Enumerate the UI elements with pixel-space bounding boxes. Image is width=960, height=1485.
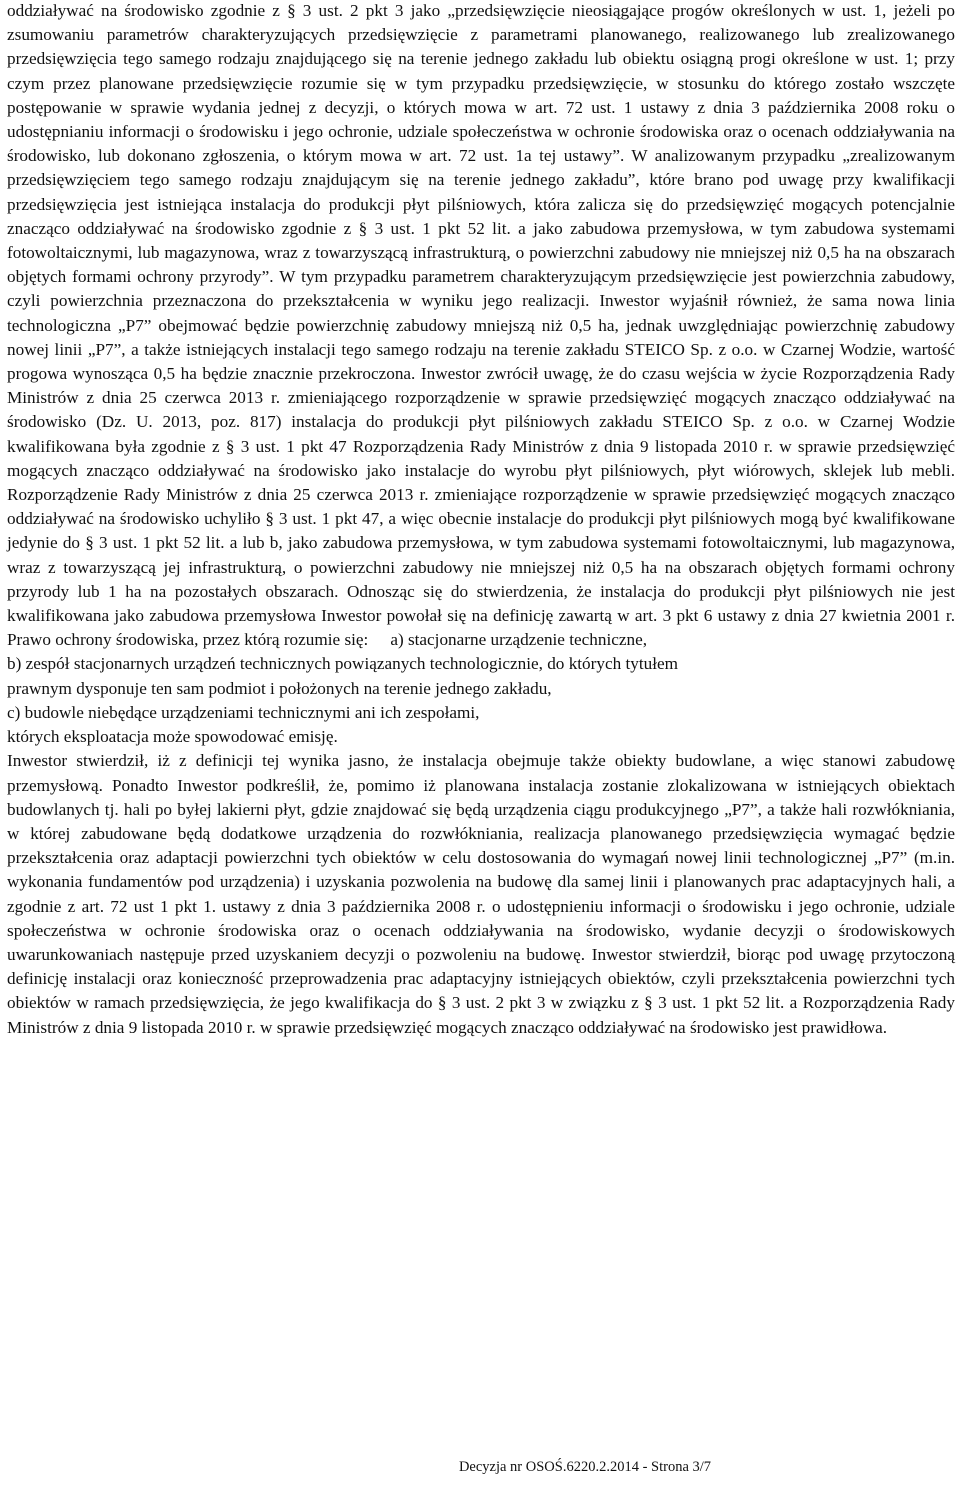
list-item-c-line-2: których eksploatacja może spowodować emisję. <box>7 727 338 747</box>
list-item-b-line-2: prawnym dysponuje ten sam podmiot i położonych na terenie jednego zakładu, <box>7 678 552 698</box>
body-paragraph <box>7 0 955 652</box>
body-paragraph-text: oddziaływać na środowisko zgodnie z § 3 ust. 2 pkt 3 jako „przedsięwzięcie nieosiągające progów określonych w ust. 1, jeżeli po zsumowaniu parametrów charakteryzujących przedsięwzięcie z parametrami planowanego, realizowanego lub zrealizowanego przedsięwzięcia tego samego rodzaju znajdującego się na terenie jednego zakładu lub obiektu osiągną progi określone w ust. 1; przy czym przez planowane przedsięwzięcie rozumie się w tym przypadku przedsięwzięcie, w stosunku do którego zostało wszczęte postępowanie w sprawie wydania jednej z decyzji, o których mowa w art. 72 ust. 1 ustawy z dnia 3 października 2008 roku o udostępnianiu informacji o środowisku i jego ochronie, udziale społeczeństwa w ochronie środowiska oraz o ocenach oddziaływania na środowisko, lub dokonano zgłoszenia, o którym mowa w art. 72 ust. 1a tej ustawy”. W analizowanym przypadku „zrealizowanym przedsięwzięciem tego samego rodzaju znajdującym się na terenie jednego zakładu”, które brano pod uwagę przy kwalifikacji przedsięwzięcia jest istniejąca instalacja do produkcji płyt pilśniowych, która zalicza się do przedsięwzięć mogących potencjalnie znacząco oddziaływać na środowisko zgodnie z § 3 ust. 1 pkt 52 lit. a jako zabudowa przemysłowa, w tym zabudowa systemami fotowoltaicznymi, lub magazynowa, wraz z towarzyszącą infrastrukturą, o powierzchni zabudowy nie mniejszej niż 0,5 ha na obszarach objętych formami ochrony przyrody”. W tym przypadku parametrem charakteryzującym przedsięwzięcie jest powierzchnia zabudowy, czyli powierzchnia przeznaczona do przekształcenia w wyniku jego realizacji. Inwestor wyjaśnił również, że sama nowa linia technologiczna „P7” obejmować będzie powierzchnię zabudowy mniejszą niż 0,5 ha, jednak uwzględniając powierzchnię zabudowy nowej linii „P7”, a także istniejących instalacji tego samego rodzaju na terenie zakładu STEICO Sp. z o.o. w Czarnej Wodzie, wartość progowa wynosząca 0,5 ha będzie znacznie przekroczona. Inwestor zwrócił uwagę, że do czasu wejścia w życie Rozporządzenia Rady Ministrów z dnia 25 czerwca 2013 r. zmieniającego rozporządzenie w sprawie przedsięwzięć mogących znacząco oddziaływać na środowisko (Dz. U. 2013, poz. 817) instalacja do produkcji płyt pilśniowych zakładu STEICO Sp. z o.o. w Czarnej Wodzie kwalifikowana była zgodnie z § 3 ust. 1 pkt 47 Rozporządzenia Rady Ministrów z dnia 9 listopada 2010 r. w sprawie przedsięwzięć mogących znacząco oddziaływać na środowisko jako instalacje do wyrobu płyt pilśniowych, płyt wiórowych, sklejek lub mebli. Rozporządzenie Rady Ministrów z dnia 25 czerwca 2013 r. zmieniające rozporządzenie w sprawie przedsięwzięć mogących znacząco oddziaływać na środowisko uchyliło § 3 ust. 1 pkt 47, a więc obecnie instalacje do produkcji płyt pilśniowych mogą być kwalifikowane jedynie do § 3 ust. 1 pkt 52 lit. a lub b, jako zabudowa przemysłowa, w tym zabudowa systemami fotowoltaicznymi, lub magazynowa, wraz z towarzyszącą jej infrastrukturą, o powierzchni zabudowy nie mniejszej niż 0,5 ha na obszarach objętych formami ochrony przyrody lub 1 ha na pozostałych obszarach. Odnosząc się do stwierdzenia, że instalacja do produkcji płyt pilśniowych nie jest kwalifikowana jako zabudowa przemysłowa Inwestor powołał się na definicję zawartą w art. 3 pkt 6 ustawy z dnia 27 kwietnia 2001 r. Prawo ochrony środowiska, przez którą rozumie się: <box>7 1 955 650</box>
page-footer: Decyzja nr OSOŚ.6220.2.2014 - Strona 3/7 <box>458 1459 712 1475</box>
document-body <box>7 0 955 1040</box>
closing-paragraph: Inwestor stwierdził, iż z definicji tej wynika jasno, że instalacja obejmuje także obiekty budowlane, a więc stanowi zabudowę przemysłową. Ponadto Inwestor podkreślił, że, pomimo iż planowana instalacja zostanie zlokalizowana w istniejących obiektach budowlanych tj. hali po byłej lakierni płyt, gdzie znajdować się będą urządzenia ciągu produkcyjnego „P7”, a także hali rozwłókniania, w której zabudowane będą dodatkowe urządzenia do rozwłókniania, realizacja planowanego przedsięwzięcia wymagać będzie przekształcenia oraz adaptacji powierzchni tych obiektów w celu dostosowania do wymagań nowej linii technologicznej „P7” (m.in. wykonania fundamentów pod urządzenia) i uzyskania pozwolenia na budowę dla samej linii i planowanych prac adaptacyjnych hali, a zgodnie z art. 72 ust 1 pkt 1. ustawy z dnia 3 października 2008 r. o udostępnieniu informacji o środowisku i jego ochronie, udziale społeczeństwa w ochronie środowiska oraz o ocenach oddziaływania na środowisko, wydanie decyzji o środowiskowych uwarunkowaniach następuje przed uzyskaniem decyzji o pozwoleniu na budowę. Inwestor stwierdził, biorąc pod uwagę przytoczoną definicję instalacji oraz konieczność przeprowadzenia prac adaptacyjny istniejących obiektów, czyli przekształcenia powierzchni tych obiektów w ramach przedsięwzięcia, że jego kwalifikacja do § 3 ust. 2 pkt 3 w związku z § 3 ust. 1 pkt 52 lit. a Rozporządzenia Rady Ministrów z dnia 9 listopada 2010 r. w sprawie przedsięwzięć mogących znacząco oddziaływać na środowisko jest prawidłowa. <box>7 751 955 1037</box>
list-item-c-line-1: c) budowle niebędące urządzeniami technicznymi ani ich zespołami, <box>7 702 480 722</box>
list-item-a: a) stacjonarne urządzenie techniczne, <box>390 630 648 650</box>
list-item-b-line-1: b) zespół stacjonarnych urządzeń technicznych powiązanych technologicznie, do których tytułem <box>7 654 679 674</box>
